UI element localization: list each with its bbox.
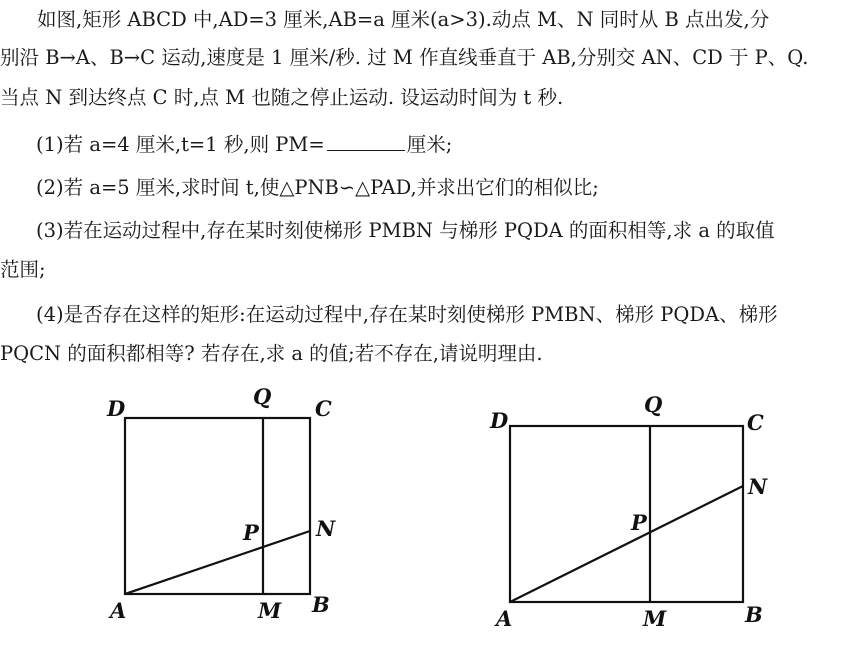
figure-1 xyxy=(95,380,355,630)
figure-2-label-m: M xyxy=(643,606,667,631)
figure-2 xyxy=(480,388,780,638)
figure-1-label-b: B xyxy=(312,592,330,617)
figure-1-label-n: N xyxy=(316,516,336,541)
question-1-text: (1)若 a=4 厘米,t=1 秒,则 PM= xyxy=(36,133,325,156)
figure-1-label-p: P xyxy=(243,520,259,545)
question-1 xyxy=(36,133,452,157)
question-3-line-2: 范围; xyxy=(0,258,46,281)
problem-line-1: 如图,矩形 ABCD 中,AD=3 厘米,AB=a 厘米(a>3).动点 M、N 同时从 B 点出发,分 xyxy=(37,8,770,31)
figure-1-label-d: D xyxy=(107,396,126,421)
question-4-line-1: (4)是否存在这样的矩形:在运动过程中,存在某时刻使梯形 PMBN、梯形 PQDA、梯形 xyxy=(36,303,778,326)
figure-2-label-n: N xyxy=(748,474,768,499)
figure-2-label-b: B xyxy=(745,602,763,627)
figure-2-rectangle xyxy=(510,426,743,602)
question-2: (2)若 a=5 厘米,求时间 t,使△PNB∽△PAD,并求出它们的相似比; xyxy=(36,176,599,199)
figure-1-label-m: M xyxy=(258,598,282,623)
problem-line-3: 当点 N 到达终点 C 时,点 M 也随之停止运动. 设运动时间为 t 秒. xyxy=(0,86,564,109)
question-3-line-1: (3)若在运动过程中,存在某时刻使梯形 PMBN 与梯形 PQDA 的面积相等,求 a 的取值 xyxy=(36,219,775,242)
figure-2-label-q: Q xyxy=(644,392,663,417)
figure-2-label-d: D xyxy=(490,408,509,433)
question-1-unit: 厘米; xyxy=(406,133,453,156)
figure-2-line-an xyxy=(510,486,743,602)
answer-blank[interactable] xyxy=(327,134,405,151)
problem-line-2: 别沿 B→A、B→C 运动,速度是 1 厘米/秒. 过 M 作直线垂直于 AB,分别交 AN、CD 于 P、Q. xyxy=(0,46,809,69)
figure-1-line-an xyxy=(125,531,310,594)
figure-1-label-c: C xyxy=(315,396,332,421)
figure-2-label-p: P xyxy=(631,510,647,535)
question-4-line-2: PQCN 的面积都相等? 若存在,求 a 的值;若不存在,请说明理由. xyxy=(0,342,543,365)
figure-2-label-c: C xyxy=(747,410,764,435)
figure-1-label-q: Q xyxy=(253,384,272,409)
figure-1-rectangle xyxy=(125,418,310,594)
figure-2-label-a: A xyxy=(496,606,513,631)
figure-1-label-a: A xyxy=(110,598,127,623)
